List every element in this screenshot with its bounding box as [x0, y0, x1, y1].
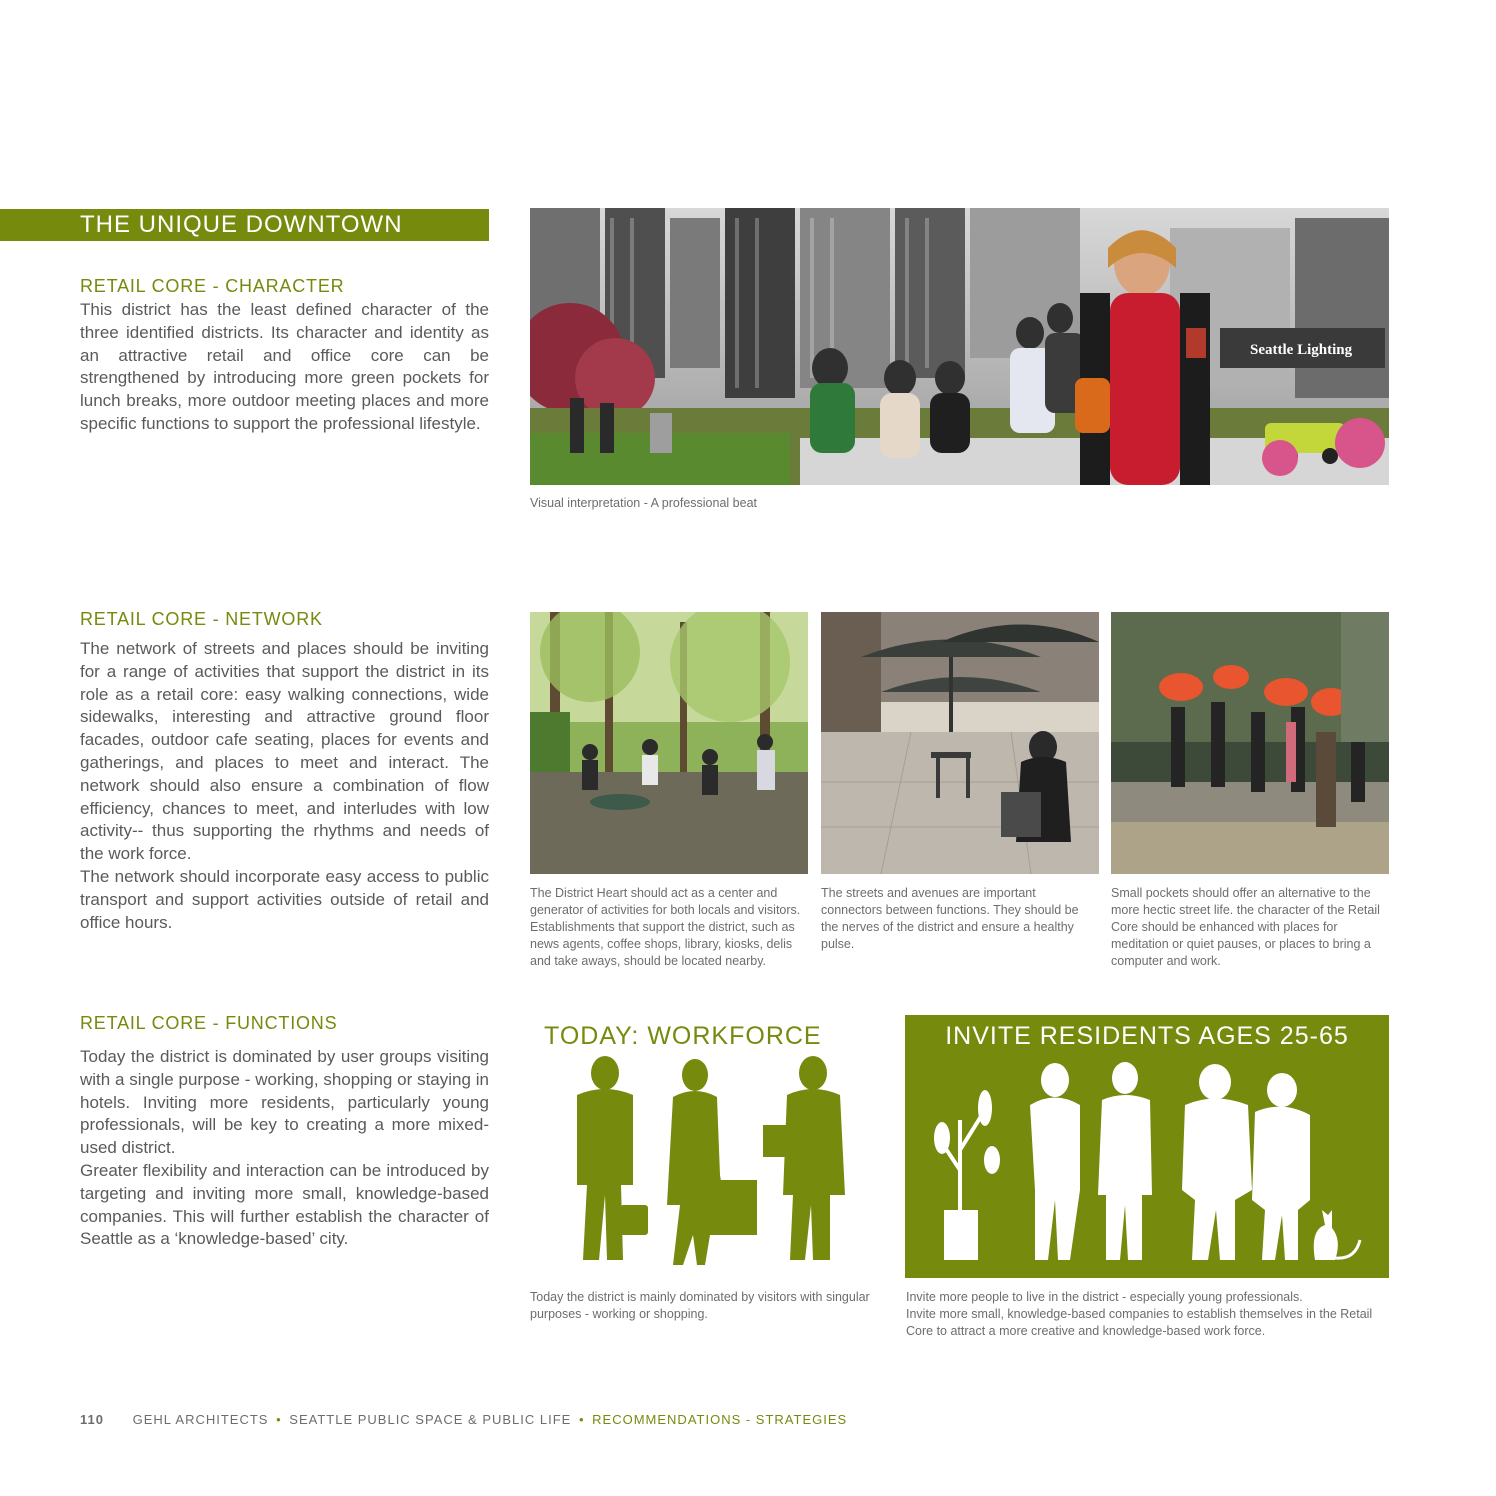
functions-text: Today the district is dominated by user groups visiting with a single purpose - working, shopping or staying in hotels. Inviting more residents, particularly young professionals, will be key to creating a more mixed-used district. Greater flexibility and interaction can be introduced by targeting and inviting more small, knowledge-based companies. This will further establish the character of Seattle as a ‘knowledge-based’ city. [80, 1047, 489, 1249]
district-heart-caption: The District Heart should act as a center and generator of activities for both locals and visitors. Establishments that support the district, such as news agents, coffee shops, library, kiosks, delis and take aways, should be located nearby. [530, 886, 801, 968]
streets-caption: The streets and avenues are important connectors between functions. They should be the nerves of the district and ensure a healthy pulse. [821, 886, 1079, 951]
functions-heading: RETAIL CORE - FUNCTIONS [80, 1013, 338, 1033]
professional-beat-photo [530, 208, 1389, 485]
network-heading: RETAIL CORE - NETWORK [80, 609, 323, 629]
pockets-caption: Small pockets should offer an alternative to the more hectic street life. the character of the Retail Core should be enhanced with places for meditation or quiet pauses, or places to bring a computer and work. [1111, 886, 1380, 968]
footer-org: GEHL ARCHITECTS [132, 1412, 269, 1427]
footer-chapter: RECOMMENDATIONS - STRATEGIES [592, 1412, 848, 1427]
invite-residents-title: INVITE RESIDENTS AGES 25-65 [945, 1022, 1349, 1050]
street-cafe-photo [821, 612, 1099, 874]
character-photo-caption: Visual interpretation - A professional beat [530, 496, 757, 510]
footer-report: SEATTLE PUBLIC SPACE & PUBLIC LIFE [289, 1412, 572, 1427]
quiet-pocket-photo [1111, 612, 1389, 874]
character-heading: RETAIL CORE - CHARACTER [80, 276, 345, 296]
seattle-lighting-sign: Seattle Lighting [1250, 342, 1353, 358]
invite-caption: Invite more people to live in the district - especially young professionals. Invite more small, knowledge-based companies to establish themselves in the Retail Core to attract a more creative and knowledge-based work force. [906, 1290, 1373, 1338]
section-title: THE UNIQUE DOWNTOWN [80, 211, 403, 238]
page-footer [80, 1412, 847, 1427]
page-number: 110 [80, 1412, 104, 1427]
today-caption: Today the district is mainly dominated by visitors with singular purposes - working or shopping. [530, 1290, 870, 1321]
character-text: This district has the least defined character of the three identified districts. Its character and identity as an attractive retail and office core can be strengthened by introducing more green pockets for lunch breaks, more outdoor meeting places and more specific functions to support the professional lifestyle. [80, 300, 489, 433]
residents-silhouettes [930, 1060, 1370, 1265]
footer-bullet: • [578, 1412, 585, 1427]
today-workforce-title: TODAY: WORKFORCE [544, 1022, 822, 1050]
district-heart-photo [530, 612, 808, 874]
network-text: The network of streets and places should be inviting for a range of activities that support the district in its role as a retail core: easy walking connections, wide sidewalks, interesting and attractive ground floor facades, outdoor cafe seating, places for events and gatherings, and places to meet and interact. The network should also ensure a combination of flow efficiency, chances to meet, and interludes with low activity-- thus supporting the rhythms and needs of the work force. The network should incorporate easy access to public transport and support activities outside of retail and office hours. [80, 639, 489, 932]
workforce-silhouettes [555, 1055, 865, 1270]
footer-bullet: • [276, 1412, 282, 1427]
